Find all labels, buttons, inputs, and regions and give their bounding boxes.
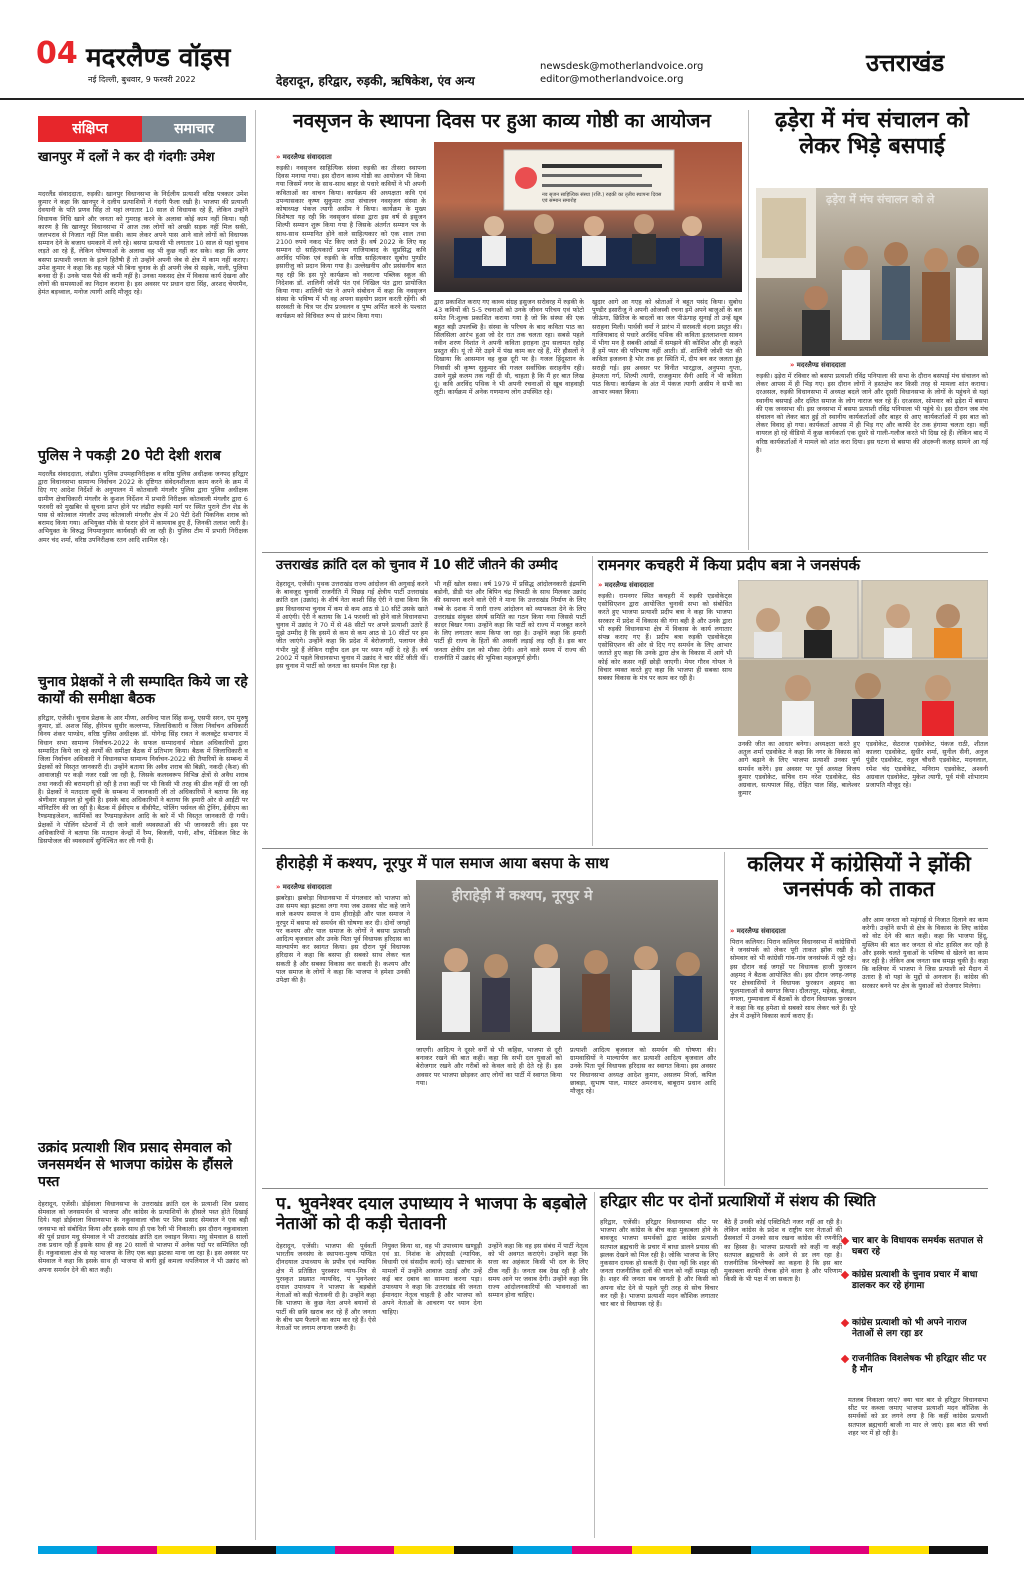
page-number: 04 [36, 36, 78, 71]
haridwar-bullet-2: कांग्रेस प्रत्याशी के चुनाव प्रचार में बाधा डालकर कर रहे हंगामा [852, 1270, 990, 1292]
haridwar-bullet-3: कांग्रेस प्रत्याशी को भी अपने नाराज नेताओं से लग रहा डर [852, 1318, 990, 1340]
dhadera-headline: ढ़ड़ेरा में मंच संचालन को लेकर भिड़े बसपाई [774, 108, 970, 160]
kaliyar-col-1: पिरान कलियर। पिरान कलियर विधानसभा में कांग्रेसियों ने जनसंपर्क को लेकर पूरी ताकत झोंक रखी है। सोमवार को भी कांग्रेसी गांव-गांव जनसंपर्क में जुटे रहे। इस दौरान कई जगहों पर विधायक हाजी फुरकान अहमद ने बैठक आयोजित की। इस दौरान जगह-जगह पर क्षेत्रवासियों ने विधायक फुरकान अहमद का फूलमालाओं से स्वागत किया। दौलतपुर, महेवड़, बेलड़ा, नगला, गुम्मावाला में बैठकों के दौरान विधायक फुरकान ने कहा कि वह हमेशा से सबको साथ लेकर चले हैं। पूरे क्षेत्र में उन्होंने विकास कार्य कराए हैं। [730, 938, 856, 1020]
byline: » मदरलैण्ड संवाददाता [598, 580, 654, 589]
kavya-goshthi-photo-art [434, 142, 742, 292]
kavya-goshthi-col-1: रुड़की। नवसृजन साहित्यिक संस्था रुड़की का तीसरा स्थापना दिवस मनाया गया। इस दौरान काव्य गोष्ठी का आयोजन भी किया गया जिसमें नगर के साथ-साथ बाहर से पधारे कवियों ने भी अपनी कविताओं का वाचन किया। कार्यक्रम की अध्यक्षता कवि एवं उपन्यासकार कृष्ण सुकुमार तथा संचालन नवसृजन संस्था के कोषाध्यक्ष पंकज त्यागी असीम ने किया। कार्यक्रम के मुख्य विशेषता यह रही कि नवसृजन संस्था द्वारा इस वर्ष से इसुजन शिल्पी सम्मान शुरू किया गया है जिसके अंतर्गत सम्मान पत्र के साथ-साथ सम्मानित होने वाले साहित्यकार को एक शाल तथा 2100 रुपये नकद भेंट किए जाते हैं। वर्ष 2022 के लिए यह सम्मान दो साहित्यकारों प्रथम गाजियाबाद के सुप्रसिद्ध कवि अरविंद पथिक एवं रुड़की के वरिष्ठ साहित्यकार सुबोध पुण्डीर इसारीजु को प्रदान किया गया है। उल्लेखनीय और प्रसंसनीय बात यह रही कि इस पूरे कार्यक्रम को नवरत्ना पब्लिक स्कूल की निदेशक डॉ. शालिनी जोशी पंत एवं निखिल पंत द्वारा प्रायोजित किया गया। शालिनी पंत ने अपने संबोधन में कहा कि नवसृजन संस्था के भविष्य में भी वह अपना सहयोग प्रदान करती रहेंगी। श्री सरस्वती के चित्र पर दीप प्रज्वलन व पुष्प अर्पित करने के पश्चात कार्यक्रम को विधिवत रूप से प्रारंभ किया गया। [276, 164, 426, 320]
byline: » मदरलैण्ड संवाददाता [790, 360, 846, 369]
brief-news-header [38, 116, 246, 142]
left-body-2: मदरलैंड संवाददाता, लंढौरा। पुलिस उपमहानिरीक्षक व वरिष्ठ पुलिस अधीक्षक जनपद हरिद्वार द्वारा विधानसभा सामान्य निर्वाचन 2022 के दृष्टिगत संवेदनशीलता काम करने के क्रम में दिए गए आदेश निर्देशों के अनुपालन में कोतवाली मंगलौर पुलिस द्वारा पुलिस अधीक्षक ग्रामीण क्षेत्राधिकारी मंगलौर के कुशल निर्देशन में प्रभारी निरीक्षक कोतवाली मंगलौर द्वारा 6 फरवरी को मुखबिर से सूचना प्राप्त होने पर लंढौरा रुड़की मार्ग पर स्थित पुराने टीन शेड के पास से कोतवाल मंगलौर उपद कोतवाली मंगलौर क्षेत्र में 20 पेटी देशी पिकनिक शराब को बरामद किया गया। अभियुक्त मौके से फरार होने में कामयाब हुए हैं, जिनकी तलाश जारी है। अभियुक्त के विरुद्ध नियमानुसार कार्यवाही की जा रही है। पुलिस टीम में प्रभारी निरीक्षक अमर चंद शर्मा, वरिष्ठ उपनिरीक्षक रतन आदि शामिल रहे। [38, 470, 248, 544]
email-editor: editor@motherlandvoice.org [540, 74, 684, 85]
left-headline-1: खानपुर में दलों ने कर दी गंदगीः उमेश [38, 150, 215, 165]
ukd-headline: उत्तराखंड क्रांति दल को चुनाव में 10 सीटें जीतने की उम्मीद [276, 558, 558, 573]
divider [594, 1192, 595, 1538]
ramnagar-photo [738, 580, 988, 736]
kaliyar-headline: कलियर में कांग्रेसियों ने झोंकी जनसंपर्क को ताकत [747, 852, 971, 902]
divider [724, 852, 725, 1186]
divider [262, 1188, 988, 1189]
divider [255, 110, 256, 1540]
kavya-goshthi-headline: नवसृजन के स्थापना दिवस पर हुआ काव्य गोष्ठी का आयोजन [293, 110, 711, 132]
byline: » मदरलैण्ड संवाददाता [276, 152, 332, 161]
haridwar-col-2: बैठे हैं उनकी कोई एक्टिविटी नजर नहीं आ रही है। लेकिन कांग्रेस के प्रदेश व राष्ट्रीय स्तर नेताओं की प्रैसवार्ता में उनको साथ रखना कांग्रेस की रणनीति का हिस्सा है। भाजपा प्रत्याशी को कहीं ना कहीं सतपाल ब्रह्मचारी के आने से डर लग रहा है। राजनीतिक विश्लेषकों का कहना है कि इस बार मुकाबला काफी रोचक होने वाला है और परिणाम किसी के भी पक्ष में जा सकता है। [724, 1218, 842, 1284]
kavya-goshthi-col-3: खुदार आगे आ गएह को श्रोताओं ने बहुत पसंद किया। सुबोध पुण्डीर इसारीजु ने अपनी ओजस्वी रचना इमें अपने बाजुओं के बल जीऊंगा, छितिज के बादलों का जल पीऊंगाह सुनाई तो उन्हें खूब सराहना मिली। पार्थवी वर्मा ने प्रारंभ में सरस्वती वंदना प्रस्तुत की। गाजियाबाद से पधारे अरविंद पथिक की कविता इतलाशन्ता सावन में भीगा मन है सबकी आंखों में समझने की कोशिश और ही कहते हैं हमें प्यार की परिभाषा नहीं आती। डॉ. शालिनी जोशी पंत की कविता इजलना है भोर तक हर स्थिति में, दीप बन कर जलता हूंह सराही गई। इस अवसर पर विनीत भारद्वाज, अनुपमा गुप्ता, हेमलता गर्ग, शिल्पी त्यागी, राजकुमार सैनी आदि ने भी कविता पाठ किया। कार्यक्रम के अंत में पंकज त्यागी असीम ने सभी का आभार व्यक्त किया। [592, 298, 742, 397]
bhuvneshwar-col-3: उन्होंने कहा कि वह इस संबंध में पार्टी नेतृत्व को भी अवगत कराएंगे। उन्होंने कहा कि सत्ता का अहंकार किसी भी दल के लिए ठीक नहीं है। जनता सब देख रही है और समय आने पर जवाब देगी। उन्होंने कहा कि राज्य आंदोलनकारियों की भावनाओं का सम्मान होना चाहिए। [488, 1242, 588, 1300]
ukd-col-2: भी नहीं खोल सका। वर्ष 1979 में प्रसिद्ध आंदोलनकारी इंद्रमणि बडोनी, डीडी पंत और बिपिन चंद्र त्रिपाठी के साथ मिलकर उक्रांद की स्थापना करने वाले ऐरी ने माना कि उत्तराखंड निर्माण के लिए नब्बे के दशक में जारी राज्य आंदोलन को व्यापकता देने के लिए उत्तराखंड संयुक्त संघर्ष समिति का गठन किया गया जिससे पार्टी कादर बिखर गया। उन्होंने कहा कि पार्टी को राज्य में मजबूत करने के लिए लगातार काम किया जा रहा है। उन्होंने कहा कि हमारी पार्टी ही राज्य के हितों की असली लड़ाई लड़ रही है। इस बार जनता क्षेत्रीय दल को मौका देगी। आने वाले समय में राज्य की राजनीति में उक्रांद की भूमिका महत्वपूर्ण होगी। [434, 580, 586, 662]
left-body-3: हरिद्वार, एजेंसी। चुनाव प्रेक्षक के आर मीणा, अरविन्द पाल सिंह सन्धू, एसपी सरन, एम मुरुषु कुमार, डॉ. अशज सिंह, हीरेमथ सुधीर कल्लप्पा, जिलाधिकारी व जिला निर्वाचन अधिकारी विनय शंकर पाण्डेय, वरिष्ठ पुलिस अधीक्षक डॉ. योगेन्द्र सिंह रावत ने कलक्ट्रेट सभागार में विधान सभा सामान्य निर्वाचन-2022 के सफल सम्पादनार्थ नोडल अधिकारियों द्वारा सम्पादित किये जा रहे कार्यों की समीक्षा बैठक में प्रतिभाग किया। बैठक में जिलाधिकारी व जिला निर्वाचन अधिकारी ने विधानसभा सामान्य निर्वाचन-2022 की तैयारियों के सम्बन्ध में प्रेक्षकों को विस्तृत जानकारी दी। उन्होंने बताया कि अवैध शराब की बिक्री, नकदी (कैश) की आवाजाही पर कड़ी नजर रखी जा रही है, जिसके कलस्वरूप विभिन्न क्षेत्रों से अवैध शराब तथा नकदी की बरामदगी हो रही है तथा कहीं पर भी किसी भी तरह की ढील नहीं दी जा रही है। प्रेक्षकों ने मतदाता सूची के सम्बन्ध में जानकारी ली तो अधिकारियों ने बताया कि वह श्रेणीवार वाइनल हो चुकी है। इसके बाद अधिकारियों ने बताया कि हमारी ओर से आईटी पर मॉनिटरिंग की जा रही है। बैठक में ईवीएम व वीवीपैट, पोलिंग पर्सनल की ट्रेनिंग, ईवीएम का रैण्डमाइजेशन, कार्मिकों का रैण्डमाइजेशन आदि के बारे में भी विस्तृत जानकारी दी गयी। प्रेक्षकों ने पोलिंग स्टेशनों में दी जाने वाली व्यवस्थाओं की भी जानकारी ली। इस पर अधिकारियों ने बताया कि मतदान केन्द्रों में रैम्प, बिजली, पानी, शौच, मेडिकल किट के डिसपोजल की व्यवस्थायें सुनिश्चित कर ली गयी हैं। [38, 714, 248, 846]
dhadera-photo-art [756, 188, 988, 356]
byline: » मदरलैण्ड संवाददाता [730, 926, 786, 935]
section-name: उत्तराखंड [866, 49, 945, 77]
masthead [0, 0, 1024, 100]
left-body-1: मदरलैंड संवाददाता, रुड़की। खानपुर विधानसभा के निर्दलीय प्रत्याशी वरिष्ठ पत्रकार उमेश कुमार ने कहा कि खानपुर ने दलीय प्रत्याशियों ने गंदगी फैला रखी है। भाजपा की प्रत्याशी देवयानी के पति प्रणव सिंह तो यहां लगातार 10 साल से विधायक रहे हैं, लेकिन उन्होंने विधायक निधि खाने और जनता को गुमराह करने के अलावा कोई काम नहीं किया। यही कारण है कि खानपुर विधानसभा में आज तक लोगों को अच्छी सड़क नहीं मिल सकी, जलभराव से निजात नहीं मिल सकी। काम लेकर अपने पास आने वाले लोगों को विधायक सम्मान देने के बजाय धमकाने में लगे रहे। बसपा प्रत्याशी भी लगातार 10 साल से यहां चुनाव लड़ते आ रहे हैं, लेकिन घोषणाओं के अलावा वह भी कुछ नहीं कर सके। कहा कि अगर बसपा प्रत्याशी जनता के इतने हितैषी हैं तो उन्होंने अपनी जेब से क्षेत्र में काम नहीं कराए। उमेश कुमार ने कहा कि वह पहले भी बिना चुनाव के ही अपनी जेब से सड़के, नाली, पुलिया बनवा दी हैं। उनके पास पैसे की कमी नहीं है। उनका मकसद क्षेत्र में विकास कार्य देखना और लोगों की समस्याओं का निदान कराना है। इस अवसर पर प्रधान दारा सिंह, अरशद चेयरमैन, हेमंत बड़थ्वाल, मनोज त्यागी आदि मौजूद रहे। [38, 190, 248, 297]
kavya-goshthi-photo [434, 142, 742, 292]
ramnagar-col-2: उनकी जीत का आधार बनेगा। अध्यक्षता करते हुए अतुल शर्मा एडवोकेट ने कहा कि नगर के विकास को आगे बढ़ाने के लिए भाजपा प्रत्याशी उनका पूर्ण समर्थन करेंगे। इस अवसर पर पूर्व अध्यक्ष विजय कुमार एडवोकेट, सचिव राम नरेश एडवोकेट, सेठ अग्रवाल, सत्यपाल सिंह, रोहित पाल सिंह, बालेश्वर कुमार [738, 740, 860, 798]
newspaper-name: मदरलैण्ड वॉइस [86, 43, 231, 73]
haridwar-col-1: हरिद्वार, एजेंसी। हरिद्वार विधानसभा सीट पर भाजपा और कांग्रेस के बीच कड़ा मुकाबला होने के बावजूद भाजपा समर्थकों द्वारा कांग्रेस प्रत्याशी सतपाल ब्रह्मचारी के प्रचार में बाधा डालने प्रयास की झलक देखने को मिल रही है। जोकि भाजपा के लिए नुकसान दायक हो सकती है। ऐसा नहीं कि शहर की जनता राजनीतिक दलों की चाल को नहीं समझ रही है। शहर की जनता सब जानती है और किसी को अपना वोट देने से पहले पूरी तरह से सोच विचार कर रही है। भाजपा प्रत्याशी मदन कौशिक लगातार चार बार से विधायक रहे हैं। [600, 1218, 718, 1309]
hirahedi-col-1: झबरेड़ा। झबरेड़ा विधानसभा में मंगलवार को भाजपा को उस समय बड़ा झटका लगा गया जब उसका वोट कहे जाने वाले कश्यप समाज ने ग्राम हीराहेड़ी और पाल समाज ने नूरपुर में बसपा को समर्थन की घोषणा कर दी। दोनों जगहों पर कश्यप और पाल समाज के लोगों ने बसपा प्रत्याशी आदित्य बृजवाल और उनके पिता पूर्व विधायक हरिदास का माल्यार्पण कर स्वागत किया। इस दौरान पूर्व विधायक हरिदास ने कहा कि बसपा ही सबको साथ लेकर चल सकती है और सबका विकास कर सकती है। कश्यप और पाल समाज के लोगों ने कहा कि भाजपा ने हमेशा उनकी उपेक्षा की है। [276, 894, 410, 985]
ramnagar-col-1: रुड़की। रामनगर स्थित कचहरी में रुड़की एडवोकेट्स एसोसिएशन द्वारा आयोजित चुनावी सभा को संबोधित करते हुए भाजपा प्रत्याशी प्रदीप बत्रा ने कहा कि भाजपा सरकार में प्रदेश में विकास की गंगा बही है और उनके द्वारा भी रुड़की विधानसभा क्षेत्र में विकास के कार्य लगातार संपन्न कराए गए हैं। प्रदीप बत्रा रुड़की एडवोकेट्स एसोसिएशन की ओर से दिए गए समर्थन के लिए आभार जताते हुए कहा कि उनके द्वारा क्षेत्र के विकास में आगे भी कोई कोर कसर नहीं छोड़ी जाएगी। मेयर गौरव गोयल ने विचार व्यक्त करते हुए कहा कि भाजपा ही सबका साथ सबका विकास के मंत्र पर काम कर रही है। [598, 592, 732, 683]
divider [748, 110, 749, 550]
bhuvneshwar-headline: प. भुवनेश्वर दयाल उपाध्याय ने भाजपा के बड़बोले नेताओं को दी कड़ी चेतावनी [276, 1194, 587, 1235]
kavya-goshthi-col-2: द्वारा प्रकाशित कराए गए काव्य संग्रह इसुजन सरोवरह में रुड़की के 43 कवियों की 5-5 रचनाओं को उनके जीवन परिचय एवं फोटो समेत नि:शुल्क प्रकाशित कराया गया है जो कि संस्था की एक बहुत बड़ी उपलब्धि है। संस्था के परिचय के बाद कविता पाठ का सिलसिला आरंभ हुआ जो देर रात तक चलता रहा। सबसे पहले नवीन शरण निशांत ने अपनी कविता इराहना तुम सलामत रहोह प्रस्तुत की। यूं तो मेरे उड़ने में पंख काम कर रहे हैं, मेरे हौसलों ने दिखाया कि आसमान वह कुछ दूरी पर है। गजल हिंदूस्तान के निवासी श्री कृष्ण सुकुमार की गजल सर्वाधिक सराहनीय रही। उसने मुझे कलम तक नहीं दी थी, चाहता है कि मैं हर बात लिख दूं। कवि अरविंद पथिक ने भी अपनी रचनाओं से खूब वाहवाही लूटी। कार्यक्रम में अनेक गणमान्य लोग उपस्थित रहे। [434, 298, 584, 397]
brief-label-left: संक्षिप्त [38, 116, 142, 142]
left-body-4: देहरादून, एजेंसी। डोईवाला विधानसभा के उत्तराखंड क्रांति दल के प्रत्याशी शिव प्रसाद सेमवाल को जनसमर्थन से भाजपा और कांग्रेस के प्रत्याशियों के हौसले पस्त होते दिखाई दिये। यहां डोईवाला विधानसभा के नकुवावाला चौक पर शिव प्रसाद सेमवाल ने एक बड़ी जनसभा को संबोधित किया और इसके साथ ही एक रैली भी निकाली। इस दौरान नकुवावाला की पूर्व प्रधान मधु सेमवाल ने भी उत्तराखंड क्रांति दल ज्वाइन किया। मधु सेमवाल 8 सालों तक प्रधान रही हैं इसके साथ ही वह 20 सालों से भाजपा में अनेक पदों पर सम्मिलित रही हैं। नकुवावाला क्षेत्र से यह भाजपा के लिए एक बड़ा झटका माना जा रहा है। इस अवसर पर सेमवाल ने कहा कि इसके साथ ही भाजपा से बागी हुई कमला थपलियाल ने भी उक्रांद को अपना समर्थन देने की बात कही। [38, 1200, 248, 1274]
ukd-col-1: देहरादून, एजेंसी। पृथक उत्तराखंड राज्य आंदोलन की अगुवाई करने के बावजूद चुनावी राजनीति में पिछड़ गई क्षेत्रीय पार्टी उत्तराखंड क्रांति दल (उक्रांद) के शीर्ष नेता काशी सिंह ऐरी ने दावा किया कि इस विधानसभा चुनाव में कम से कम आठ से 10 सीटें उसके खाते में आएंगी। ऐरी ने बताया कि 14 फरवरी को होने वाले विधानसभा चुनाव में उक्रांद ने 70 में से 48 सीटों पर अपने प्रत्याशी उतारे हैं मुझे उम्मीद है कि इसमें से कम से कम आठ से 10 सीटों पर हम जीत जाएंगे। उन्होंने कहा कि प्रदेश में बेरोजगारी, पलायन जैसे गंभीर मुद्दे हैं लेकिन राष्ट्रीय दल इन पर ध्यान नहीं दे रहे हैं। वर्ष 2002 में पहले विधानसभा चुनाव में उक्रांद ने चार सीटें जीती थीं। इस चुनाव में पार्टी को जनता का समर्थन मिल रहा है। [276, 580, 428, 671]
haridwar-bullet-1: चार बार के विधायक समर्थक सतपाल से घबरा रहे [852, 1236, 990, 1258]
ramnagar-col-3: एडवोकेट, सेठराज एडवोकेट, पंकज राठी, शीतल कालरा एडवोकेट, सुधीर शर्मा, सुनील सैनी, अनुज पुंडीर एडवोकेट, राहुल चौधरी एडवोकेट, मदनलाल, रमेश चंद एडवोकेट, मनिराम एडवोकेट, अश्वनी अग्रवाल एडवोकेट, मुकेश त्यागी, पूर्व मंत्री शोभाराम प्रजापति मौजूद रहे। [866, 740, 988, 790]
print-color-bar [38, 1546, 988, 1554]
ramnagar-headline: रामनगर कचहरी में किया प्रदीप बत्रा ने जनसंपर्क [598, 556, 861, 574]
dhadera-photo [756, 188, 988, 356]
cities-line: देहरादून, हरिद्वार, रुड़की, ऋषिकेश, एंव अन्य [276, 74, 475, 88]
date-line: नई दिल्ली, बुधवार, 9 फरवरी 2022 [88, 75, 196, 84]
ramnagar-photo-art [738, 580, 988, 736]
haridwar-bullet-4: राजनीतिक विशलेषक भी हरिद्वार सीट पर है मौन [852, 1354, 990, 1376]
left-headline-4: उक्रांद प्रत्याशी शिव प्रसाद सेमवाल को जनसमर्थन से भाजपा कांग्रेस के हौंसले पस्त [38, 1140, 233, 1190]
divider [592, 556, 593, 846]
hirahedi-col-2: जाएगी। आदित्य ने दूसरे वर्गों से भी कहिस, भाजपा से दूरी बनाकर रखने की बात कही। कहा कि सभी दल युवाओं को बेरोजगार रखने और गरीबों को केवल वादे ही देते रहे हैं। इस अवसर पर भाजपा छोड़कर आए लोगों का पार्टी में स्वागत किया गया। [416, 1046, 562, 1087]
byline: » मदरलैण्ड संवाददाता [276, 882, 332, 891]
emails [540, 60, 703, 86]
kaliyar-col-2: और आम जनता को महंगाई से निजात दिलाने का काम करेगी। उन्होंने सभी से क्षेत्र के विकास के लिए कांग्रेस को वोट देने की बात कही। कहा कि भाजपा हिंदू, मुस्लिम की बात कर जनता से वोट हासिल कर रही है और इसके चलते युवाओं के भविष्य से खेलने का काम कर रही है। लेकिन अब जनता सब समझ चुकी है। कहा कि कलियर में भाजपा ने जिस प्रत्याशी को मैदान में उतारा है वो यहां के मुद्दों से अनजान हैं। कांग्रेस की सरकार बनने पर क्षेत्र के युवाओं को रोजगार मिलेगा। [862, 916, 988, 990]
photo-watermark-text: हीराहेड़ी में कश्यप, नूरपुर मे [452, 888, 593, 904]
photo-watermark-text: ढ़ड़ेरा में मंच संचालन को ले [826, 193, 935, 206]
brief-label-right: समाचार [142, 116, 246, 142]
divider [262, 552, 988, 553]
banner-title: नव सृजन साहित्यिक संस्था (रजि.) रुड़की का तृतीय स्थापना दिवस एवं सम्मान समारोह [542, 192, 662, 204]
dhadera-body: रुड़की। ढ़ड़ेरा में रविवार को बसपा प्रत्याशी रविंद्र पनियाला की सभा के दौरान बसपाई मंच संचालन को लेकर आपस में ही भिड़ गए। इस दौरान लोगों ने हस्तक्षेप कर किसी तरह से मामला शांत कराया। दरअसल, रुड़की विधानसभा में अध्यक्ष बदले जाने और दूसरी विधानसभा के लोगों के पहुंचने से यहां स्थानीय बसपाई और दलित समाज के लोग नाराज चल रहे हैं। दरअसल, सोमवार को ढ़ड़ेरा में बसपा की एक जनसभा थी। इस जनसभा में बसपा प्रत्याशी रविंद्र पनियाला भी पहुंचे थे। इस दौरान जब मंच संचालन को लेकर बात हुई तो स्थानीय कार्यकर्ताओं और बाहर से आए कार्यकर्ताओं में इस बात को लेकर विवाद हो गया। कार्यकर्ता आपस में ही भिड़ गए और काफी देर तक हंगामा चलता रहा। वहीं वायरल हो रहे वीडियो में कुछ कार्यकर्ता एक दूसरे से गाली-गलौज करते भी दिख रहे हैं। लेकिन बाद में वरिष्ठ कार्यकर्ताओं ने मामले को शांत करा दिया। इस घटना से बसपा की अंदरूनी कलह सामने आ गई है। [756, 372, 988, 454]
hirahedi-headline: हीराहेड़ी में कश्यप, नूरपुर में पाल समाज आया बसपा के साथ [276, 854, 609, 872]
left-headline-3: चुनाव प्रेक्षकों ने ली सम्पादित किये जा रहे कार्यों की समीक्षा बैठक [38, 674, 248, 707]
haridwar-col-3: मतलब निकाला जाए? क्या चार बार से हरिद्वार विधानसभा सीट पर कब्जा जमाए भाजपा प्रत्याशी मदन कौशिक के समर्थकों को डर लगने लगा है कि कहीं कांग्रेस प्रत्याशी सतपाल ब्रह्मचारी बाजी ना मार ले जाएं। इस बात की चर्चा शहर भर में हो रही है। [848, 1396, 988, 1437]
haridwar-headline: हरिद्वार सीट पर दोनों प्रत्याशियों में संशय की स्थिति [600, 1192, 876, 1210]
hirahedi-photo [416, 880, 718, 1040]
email-news: newsdesk@motherlandvoice.org [540, 61, 704, 72]
bhuvneshwar-col-1: देहरादून, एजेंसी। भाजपा की पूर्ववर्ती भारतीय जनसंघ के स्थापना-पुरुष पण्डित दीनदयाल उपाध्याय के प्रपौत्र एवं न्यायिक क्षेत्र में प्रतिष्ठित पुरस्कार न्याय-मित्र से पुरस्कृत प्रख्यात न्यायविद, पं भुवनेश्वर दयाल उपाध्याय ने भाजपा के बड़बोले नेताओं को कड़ी चेतावनी दी है। उन्होंने कहा कि भाजपा के कुछ नेता अपने बयानों से पार्टी की छवि खराब कर रहे हैं और जनता के बीच भ्रम फैलाने का काम कर रहे हैं। ऐसे नेताओं पर लगाम लगाना जरूरी है। [276, 1242, 376, 1333]
hirahedi-col-3: प्रत्याशी आदित्य बृजवाल को समर्थन की घोषणा की। ग्रामवासियों ने माल्यार्पण कर प्रत्याशी आदित्य बृजवाल और उनके पिता पूर्व विधायक हरिदास का स्वागत किया। इस अवसर पर विधानसभा अध्यक्ष आदेश कुमार, असलम मिर्जा, कपिल छाबड़ा, सुभाष पाल, मास्टर अमरनाथ, बाबूराम प्रधान आदि मौजूद रहे। [570, 1046, 716, 1096]
divider [262, 848, 988, 849]
left-headline-2: पुलिस ने पकड़ी 20 पेटी देशी शराब [38, 448, 221, 464]
bhuvneshwar-col-2: नियुक्त किया था, वह भी उपाध्याय खण्डूड़ी एवं डा. निशंक के ओएसडी (न्यायिक, विधायी एवं संसदीय कार्य) रहे। भ्रष्टाचार के मामलों में उन्होंने आवाज उठाई और उन्हें कई बार दबाव का सामना करना पड़ा। उपाध्याय ने कहा कि उत्तराखंड की जनता ईमानदार नेतृत्व चाहती है और भाजपा को अपने नेताओं के आचरण पर ध्यान देना चाहिए। [382, 1242, 482, 1316]
